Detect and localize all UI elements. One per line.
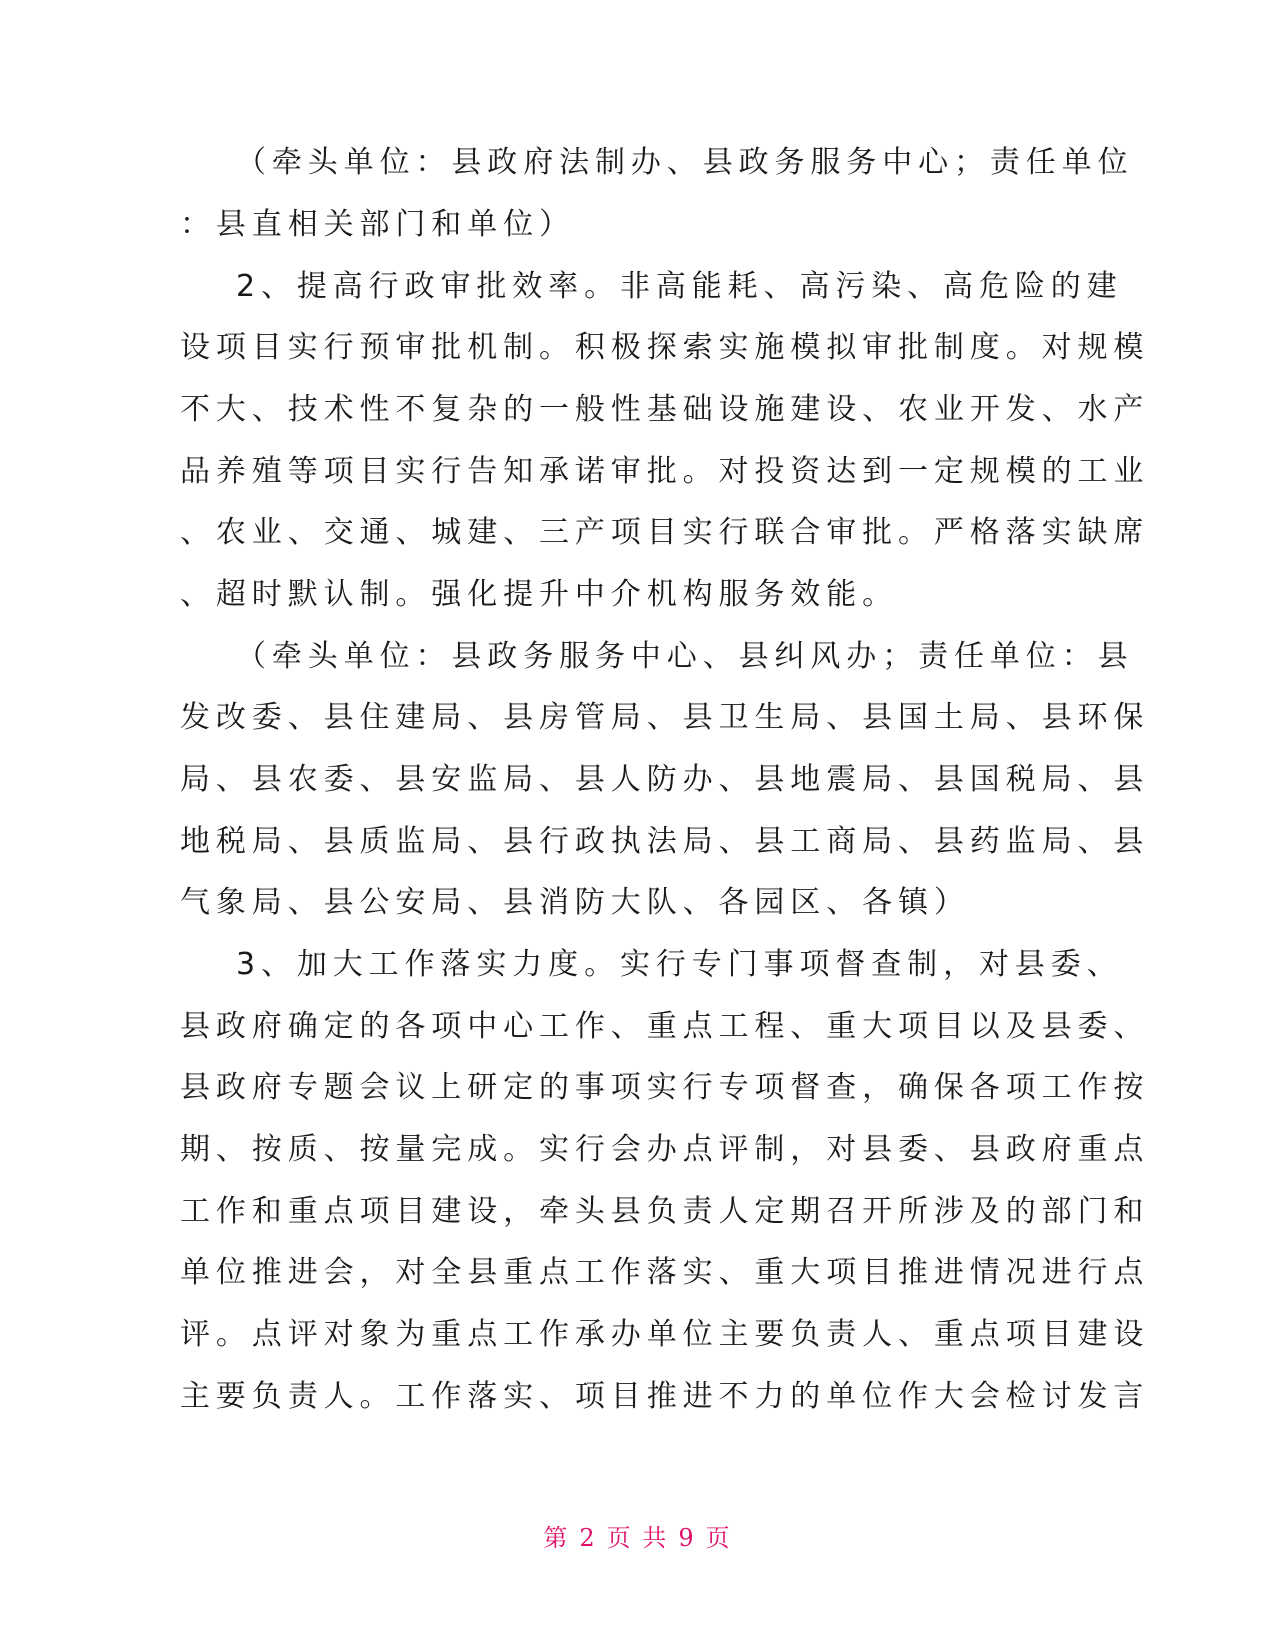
text-line: 局、县农委、县安监局、县人防办、县地震局、县国税局、县	[180, 762, 1150, 797]
page-total: 9	[678, 1524, 696, 1552]
text-line: 地税局、县质监局、县行政执法局、县工商局、县药监局、县	[180, 824, 1150, 859]
text-line: 评。点评对象为重点工作承办单位主要负责人、重点项目建设	[180, 1317, 1150, 1352]
footer-prefix: 第	[543, 1524, 570, 1552]
text-line: 工作和重点项目建设，牵头县负责人定期召开所涉及的部门和	[180, 1194, 1150, 1229]
text-line: 、超时默认制。强化提升中介机构服务效能。	[180, 577, 898, 612]
text-line: 品养殖等项目实行告知承诺审批。对投资达到一定规模的工业	[180, 454, 1150, 489]
text-line: 气象局、县公安局、县消防大队、各园区、各镇）	[180, 885, 970, 920]
text-line: ：县直相关部门和单位）	[180, 207, 575, 242]
text-line: 2、提高行政审批效率。非高能耗、高污染、高危险的建	[236, 269, 1123, 304]
footer-middle: 页 共	[606, 1524, 669, 1552]
footer-suffix: 页	[705, 1524, 732, 1552]
text-line: 3、加大工作落实力度。实行专门事项督查制，对县委、	[236, 947, 1123, 982]
text-line: 单位推进会，对全县重点工作落实、重大项目推进情况进行点	[180, 1255, 1150, 1290]
text-line: 县政府专题会议上研定的事项实行专项督查，确保各项工作按	[180, 1070, 1150, 1105]
text-line: 主要负责人。工作落实、项目推进不力的单位作大会检讨发言	[180, 1379, 1150, 1414]
text-line: 县政府确定的各项中心工作、重点工程、重大项目以及县委、	[180, 1009, 1150, 1044]
text-line: （牵头单位：县政府法制办、县政务服务中心；责任单位	[236, 145, 1134, 180]
text-line: 期、按质、按量完成。实行会办点评制，对县委、县政府重点	[180, 1132, 1150, 1167]
text-line: （牵头单位：县政务服务中心、县纠风办；责任单位：县	[236, 639, 1134, 674]
text-line: 不大、技术性不复杂的一般性基础设施建设、农业开发、水产	[180, 392, 1150, 427]
page-number: 2	[579, 1524, 597, 1552]
text-line: 、农业、交通、城建、三产项目实行联合审批。严格落实缺席	[180, 515, 1150, 550]
text-line: 发改委、县住建局、县房管局、县卫生局、县国土局、县环保	[180, 700, 1150, 735]
text-line: 设项目实行预审批机制。积极探索实施模拟审批制度。对规模	[180, 330, 1150, 365]
page-footer	[0, 1518, 1275, 1553]
